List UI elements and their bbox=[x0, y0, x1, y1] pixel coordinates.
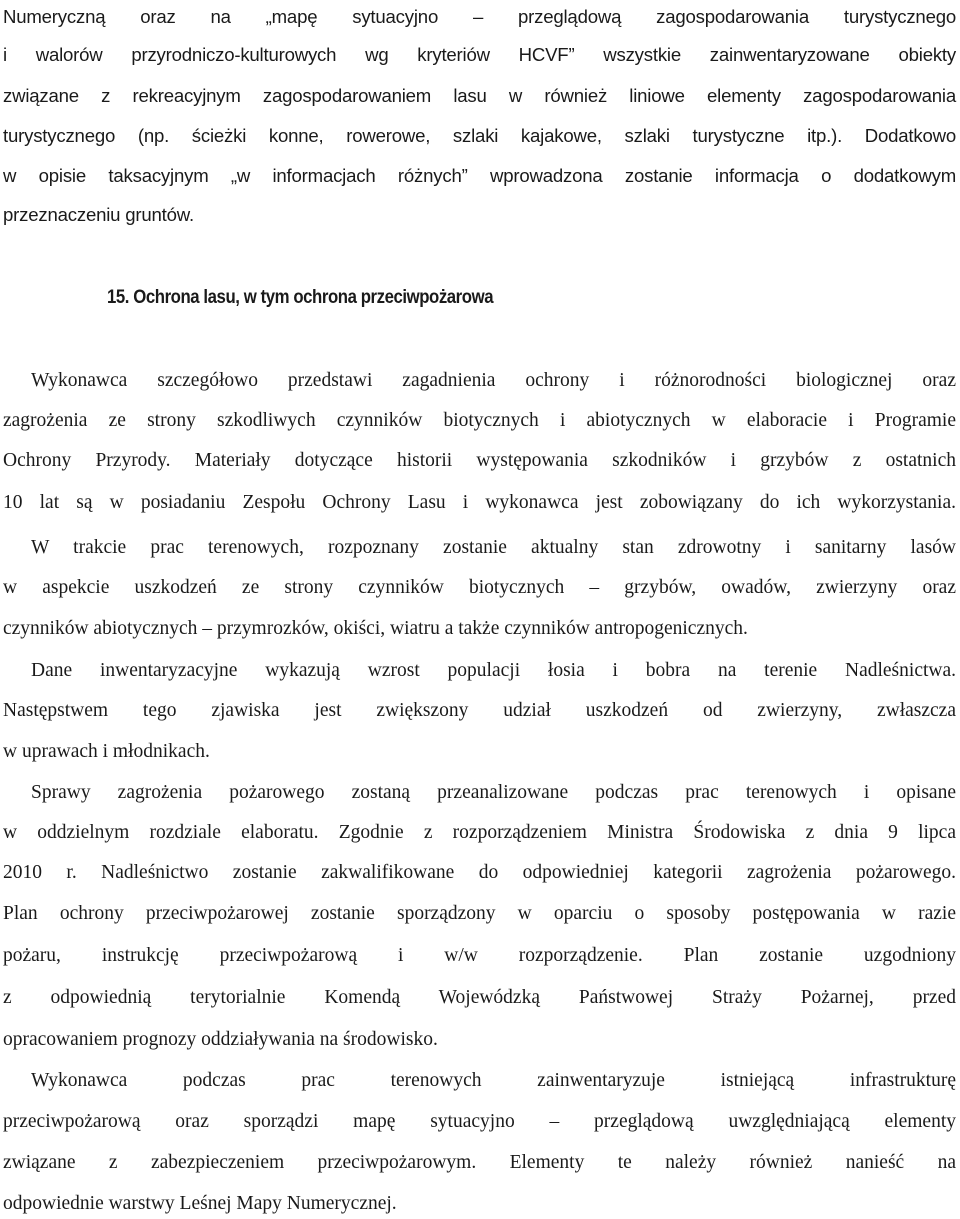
text-line: związane z zabezpieczeniem przeciwpożarowym. Elementy te należy również nanieść na bbox=[3, 1152, 956, 1173]
text-line: turystycznego (np. ścieżki konne, rowerowe, szlaki kajakowe, szlaki turystyczne itp.). Dodatkowo bbox=[3, 125, 956, 146]
text-line: w uprawach i młodnikach. bbox=[3, 741, 210, 762]
text-line: odpowiednie warstwy Leśnej Mapy Numerycznej. bbox=[3, 1193, 397, 1214]
text-line: czynników abiotycznych – przymrozków, okiści, wiatru a także czynników antropogenicznych. bbox=[3, 618, 748, 639]
text-line: Sprawy zagrożenia pożarowego zostaną przeanalizowane podczas prac terenowych i opisane bbox=[31, 782, 956, 803]
text-line: w opisie taksacyjnym „w informacjach różnych” wprowadzona zostanie informacja o dodatkowym bbox=[3, 165, 956, 186]
text-line: Ochrony Przyrody. Materiały dotyczące historii występowania szkodników i grzybów z ostatnich bbox=[3, 450, 956, 471]
text-line: i walorów przyrodniczo-kulturowych wg kryteriów HCVF” wszystkie zainwentaryzowane obiekty bbox=[3, 44, 956, 65]
text-line: W trakcie prac terenowych, rozpoznany zostanie aktualny stan zdrowotny i sanitarny lasów bbox=[31, 537, 956, 558]
text-line: przeznaczeniu gruntów. bbox=[3, 204, 194, 225]
text-line: z odpowiednią terytorialnie Komendą Wojewódzką Państwowej Straży Pożarnej, przed bbox=[3, 987, 956, 1008]
text-line: przeciwpożarową oraz sporządzi mapę sytuacyjno – przeglądową uwzględniającą elementy bbox=[3, 1111, 956, 1132]
text-line: Wykonawca podczas prac terenowych zainwentaryzuje istniejącą infrastrukturę bbox=[31, 1070, 956, 1091]
text-line: związane z rekreacyjnym zagospodarowaniem lasu w również liniowe elementy zagospodarowania bbox=[3, 85, 956, 106]
text-line: opracowaniem prognozy oddziaływania na środowisko. bbox=[3, 1029, 438, 1050]
text-line: w aspekcie uszkodzeń ze strony czynników biotycznych – grzybów, owadów, zwierzyny oraz bbox=[3, 577, 956, 598]
text-line: Plan ochrony przeciwpożarowej zostanie sporządzony w oparciu o sposoby postępowania w razie bbox=[3, 903, 956, 924]
text-line: 2010 r. Nadleśnictwo zostanie zakwalifikowane do odpowiedniej kategorii zagrożenia pożarowego. bbox=[3, 862, 956, 883]
text-line: w oddzielnym rozdziale elaboratu. Zgodnie z rozporządzeniem Ministra Środowiska z dnia 9 lipca bbox=[3, 822, 956, 843]
text-line: pożaru, instrukcję przeciwpożarową i w/w rozporządzenie. Plan zostanie uzgodniony bbox=[3, 945, 956, 966]
text-line: Numeryczną oraz na „mapę sytuacyjno – przeglądową zagospodarowania turystycznego bbox=[3, 6, 956, 27]
section-heading: 15. Ochrona lasu, w tym ochrona przeciwpożarowa bbox=[107, 286, 494, 308]
text-line: 10 lat są w posiadaniu Zespołu Ochrony Lasu i wykonawca jest zobowiązany do ich wykorzystania. bbox=[3, 492, 956, 513]
text-line: Dane inwentaryzacyjne wykazują wzrost populacji łosia i bobra na terenie Nadleśnictwa. bbox=[31, 660, 956, 681]
text-line: Następstwem tego zjawiska jest zwiększony udział uszkodzeń od zwierzyny, zwłaszcza bbox=[3, 700, 956, 721]
text-line: zagrożenia ze strony szkodliwych czynników biotycznych i abiotycznych w elaboracie i Programie bbox=[3, 410, 956, 431]
text-line: Wykonawca szczegółowo przedstawi zagadnienia ochrony i różnorodności biologicznej oraz bbox=[31, 370, 956, 391]
